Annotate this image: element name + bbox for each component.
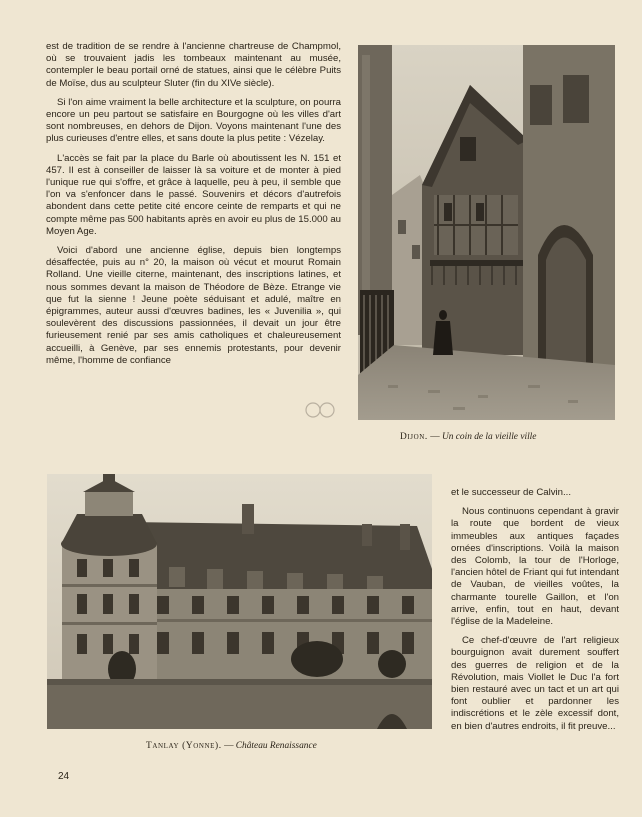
paragraph-champmol: est de tradition de se rendre à l'ancienne chartreuse de Champmol, où se trouvaient jadis les tombeaux maintenant au musée, contempler le beau portail orné de statues, ainsi que le célèbre Puits de Moïse, dus au sculpteur Sluter (fin du XIVe siècle). (46, 41, 341, 89)
caption-tanlay (146, 741, 317, 751)
photo-dijon-street (358, 45, 615, 420)
dijon-street-illustration (358, 45, 615, 420)
caption-dijon (400, 432, 536, 442)
tanlay-chateau-illustration (47, 474, 432, 729)
text-column-left (46, 41, 341, 374)
caption-tanlay-place: Tanlay (Yonne). (146, 741, 222, 751)
paragraph-route: Nous continuons cependant à gravir la route que bordent de vieux immeubles aux antiques façades ornées d'inscriptions. Voilà la maison des Colomb, la tour de l'Horloge, l'ancien hôtel de Friant qui fut intendant de Vauban, de vieilles voûtes, la charmante tourelle Gaillon, et l'on arrive, enfin, tout en haut, devant l'église de la Madeleine. (451, 506, 619, 628)
paragraph-calvin: et le successeur de Calvin... (451, 487, 571, 498)
paragraph-bourgogne: Si l'on aime vraiment la belle architecture et la sculpture, on pourra encore un peu partout se satisfaire en Bourgogne où les villes d'art sont nombreuses, en dehors de Dijon. Voyons maintenant l'une des plus curieuses d'entre elles, et sans doute la plus petite : Vézelay. (46, 96, 341, 145)
caption-tanlay-title: Château Renaissance (235, 741, 317, 751)
caption-dijon-title: Un coin de la vieille ville (441, 432, 537, 442)
watermark-stamp-icon (303, 400, 337, 420)
page-number: 24 (58, 771, 70, 782)
paragraph-acces: L'accès se fait par la place du Barle où aboutissent les N. 151 et 457. Il est à conseiller de laisser là sa voiture et de monter à pied l'unique rue qui s'offre, et grâce à laquelle, peu à peu, il semble que l'on va s'enfoncer dans le passé. Souvenirs et décors d'autrefois abondent dans cette petite cité encore ceinte de remparts et qui ne compte même pas 500 habitants après en avoir eu plus de 15.000 au Moyen Age. (46, 152, 341, 237)
paragraph-theodore-de-beze: Voici d'abord une ancienne église, depuis bien longtemps désaffectée, puis au n° 20, la maison où vécut et mourut Romain Rolland. Une vieille citerne, maintenant, des inscriptions latines, et nous sommes devant la maison de Théodore de Bèze. Etrange vie que fut la sienne ! Jeune poète séduisant et adulé, maître en épigrammes, auteur aussi d'œuvres badines, les « Juvenilia », qui soulevèrent des discussions passionnées, il devait un jour être furieusement renié par ses amis catholiques et chaleureusement accueilli, à Genève, par ses ennemis protestants, pour devenir même, l'homme de confiance (46, 245, 341, 366)
photo-tanlay-chateau (47, 474, 432, 729)
caption-tanlay-separator: — (221, 741, 236, 751)
caption-dijon-separator: — (427, 432, 442, 442)
paragraph-madeleine: Ce chef-d'œuvre de l'art religieux bourguignon avait durement souffert des guerres de religion et de la Révolution, mais Viollet le Duc l'a fort bien restauré avec un tact et un art qui font oublier et pardonner les indiscrétions et le zèle excessif dont, en bien d'autres endroits, il fit preuve... (451, 635, 619, 732)
text-column-right (451, 487, 619, 740)
caption-dijon-place: Dijon. (400, 432, 428, 442)
